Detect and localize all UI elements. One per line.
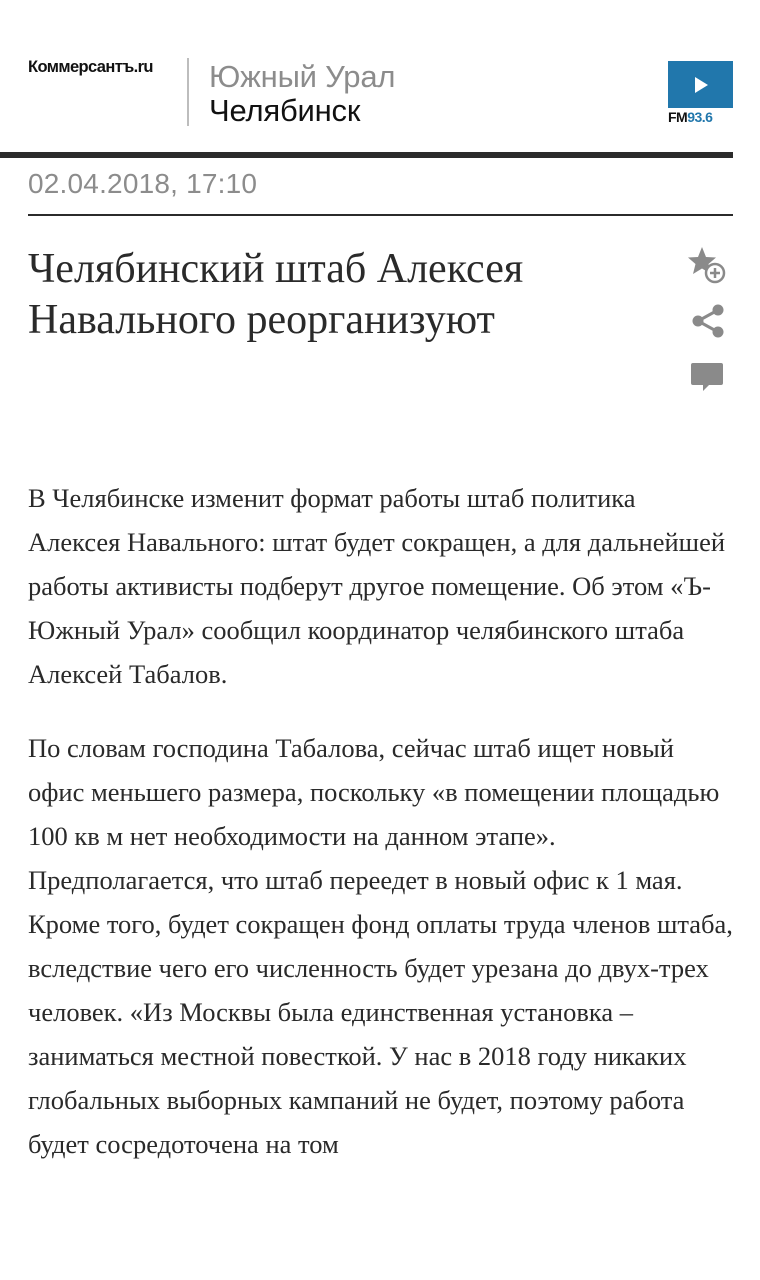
cropped-top-element xyxy=(150,0,260,4)
article-date: 02.04.2018, 17:10 xyxy=(28,168,258,199)
article-paragraph: В Челябинске изменит формат работы штаб политика Алексея Навального: штат будет сокращен, а для дальнейшей работы активисты подберут другое помещение. Об этом «Ъ-Южный Урал» сообщил координатор челябинского штаба Алексей Табалов. xyxy=(28,483,726,689)
comment-icon[interactable] xyxy=(687,358,727,398)
header-divider xyxy=(0,152,733,158)
article-title: Челябинский штаб Алексея Навального реорганизуют xyxy=(28,246,524,343)
article-paragraph: По словам господина Табалова, сейчас штаб ищет новый офис меньшего размера, поскольку «в помещении площадью 100 кв м нет необходимости на данном этапе». Предполагается, что штаб переедет в новый офис к 1 мая. Кроме того, будет сокращен фонд оплаты труда членов штаба, вследствие чего его численность будет урезана до двух-трех человек. «Из Москвы была единственная установка – заниматься местной повесткой. У нас в 2018 году никаких глобальных выборных кампаний не будет, поэтому работа будет сосредоточена на том xyxy=(28,733,733,1159)
site-header xyxy=(28,56,733,136)
article-body xyxy=(28,476,733,1196)
radio-player-button[interactable] xyxy=(668,61,733,127)
brand-logo[interactable]: Коммерсантъ.ru xyxy=(28,58,153,76)
date-divider xyxy=(28,214,733,216)
star-add-icon[interactable] xyxy=(687,244,727,284)
radio-frequency-label xyxy=(668,108,733,126)
radio-prefix: FM xyxy=(668,109,688,125)
region-name[interactable]: Южный Урал xyxy=(209,59,396,94)
radio-frequency: 93.6 xyxy=(687,109,713,125)
play-triangle xyxy=(692,75,710,95)
city-name[interactable]: Челябинск xyxy=(209,93,361,128)
brand-divider xyxy=(187,58,189,126)
share-icon[interactable] xyxy=(687,301,727,341)
play-icon[interactable] xyxy=(668,61,733,108)
article-actions xyxy=(687,244,727,415)
